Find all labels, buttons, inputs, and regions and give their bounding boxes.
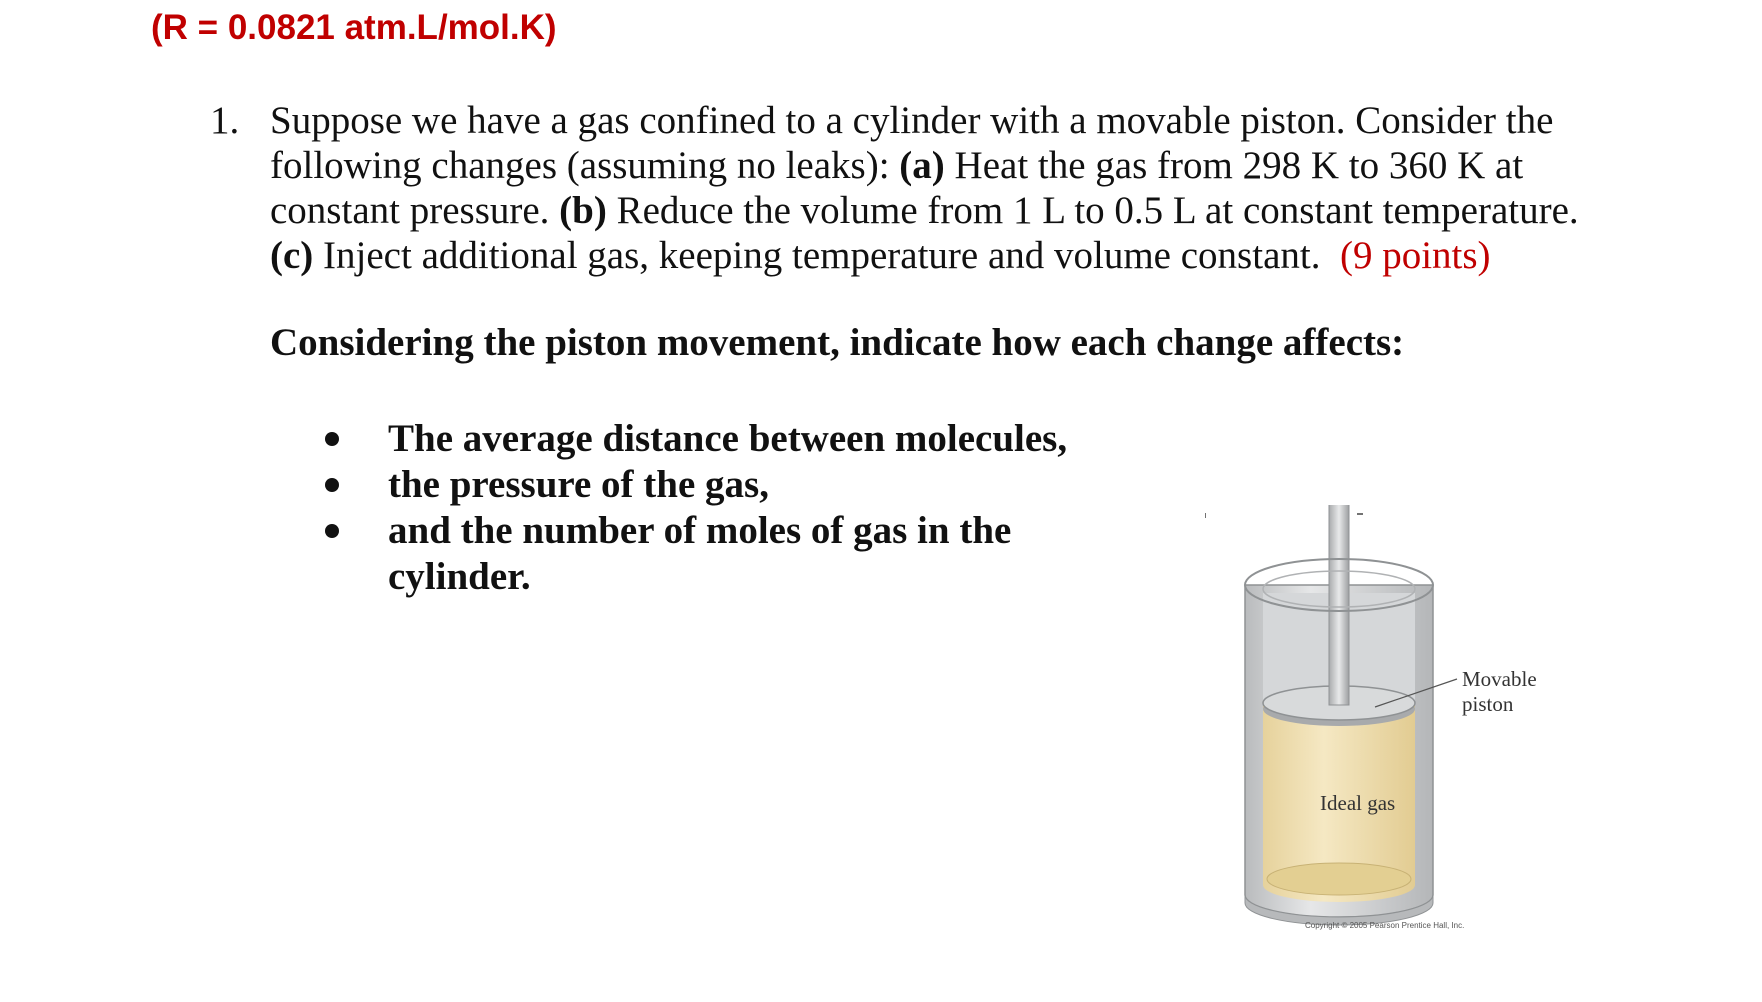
bullet-icon [325,524,339,538]
question-line-1: Suppose we have a gas confined to a cylinder with a movable piston. Consider the [270,99,1554,142]
gas-constant-header: (R = 0.0821 atm.L/mol.K) [151,8,557,47]
question-text-segment: following changes (assuming no leaks): [270,144,890,187]
piston-label-line: piston [1462,692,1514,716]
bullet-text: The average distance between molecules, [388,417,1068,460]
bullet-item [325,508,1067,554]
part-c-text: Inject additional gas, keeping temperature and volume constant. [313,234,1321,277]
gas-bottom-surface [1267,863,1411,895]
part-a-text: Heat the gas from 298 K to 360 K at [944,144,1524,187]
part-b-text: Reduce the volume from 1 L to 0.5 L at constant temperature. [606,189,1579,232]
question-line-3 [270,188,1670,233]
part-b-label: (b) [559,189,607,232]
bullet-text: cylinder. [388,555,531,598]
bullet-text: and the number of moles of gas in the [388,509,1012,552]
ideal-gas-label: Ideal gas [1320,791,1396,815]
question-text-segment: constant pressure. [270,189,550,232]
bullet-text: the pressure of the gas, [388,463,769,506]
bullet-item [325,554,1067,600]
bullet-item [325,462,1067,508]
cylinder-illustration [1205,505,1685,945]
bullet-list [325,416,1067,600]
piston-cylinder-figure [1205,505,1685,945]
question-line-4 [270,233,1670,278]
part-a-label: (a) [899,144,945,187]
question-text [270,98,1670,278]
figure-copyright: Copyright © 2005 Pearson Prentice Hall, Inc. [1305,921,1465,930]
piston-rod [1329,505,1349,705]
part-c-label: (c) [270,234,314,277]
bullet-item [325,416,1067,462]
movable-piston-label [1462,667,1537,717]
question-number: 1. [210,99,240,142]
points-label: (9 points) [1339,234,1491,277]
question-line-2 [270,143,1670,188]
bullet-icon [325,478,339,492]
piston-label-line: Movable [1462,667,1537,691]
bullet-icon [325,432,339,446]
question-prompt: Considering the piston movement, indicate how each change affects: [270,321,1405,364]
